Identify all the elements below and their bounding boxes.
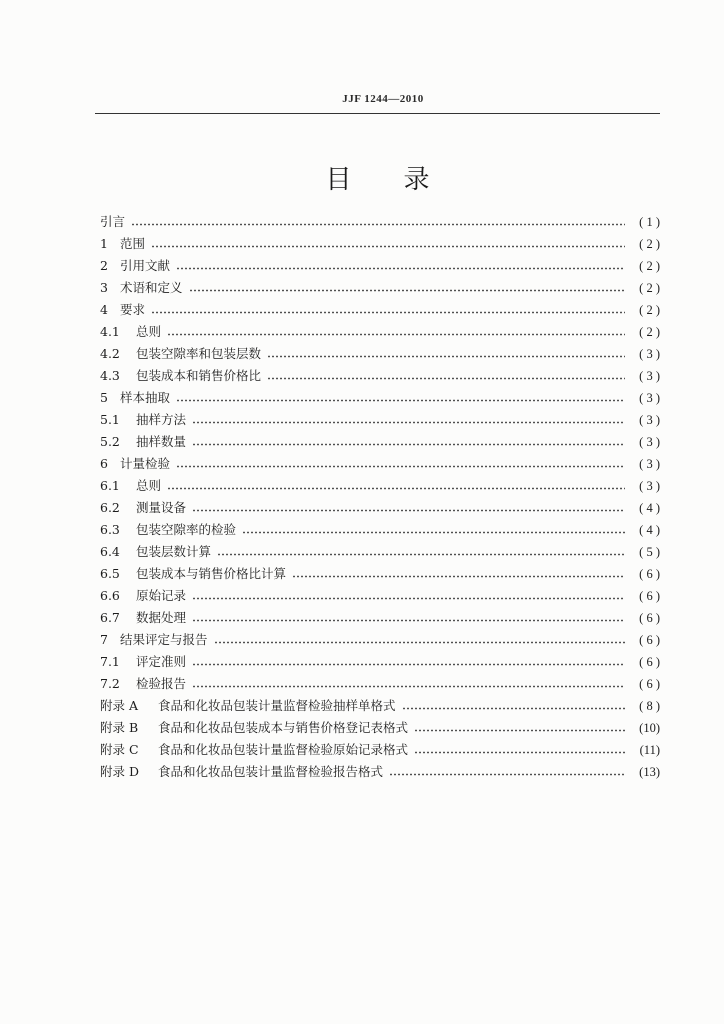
toc-entry-page: ( 5 )	[639, 545, 660, 559]
toc-entry-page: ( 2 )	[639, 237, 660, 251]
toc-entry	[100, 362, 660, 384]
toc-leader	[217, 553, 625, 556]
toc-leader	[192, 597, 625, 600]
toc-entry	[100, 736, 660, 758]
toc-leader	[242, 531, 625, 534]
toc-entry-page: ( 4 )	[639, 523, 660, 537]
toc-entry	[100, 340, 660, 362]
toc-entry-title: 检验报告	[136, 676, 187, 691]
toc-entry-page: ( 2 )	[639, 303, 660, 317]
toc-entry-title: 引言	[100, 214, 126, 229]
toc-entry	[100, 758, 660, 780]
toc-entry	[100, 318, 660, 340]
page-title: 目 录	[325, 165, 430, 195]
toc-entry-number: 5.2	[100, 434, 120, 449]
toc-entry-number: 3	[100, 280, 108, 295]
toc-entry-number: 7.2	[100, 676, 120, 691]
toc-entry-title: 食品和化妆品包装计量监督检验报告格式	[158, 764, 384, 779]
toc-entry-title: 原始记录	[136, 588, 187, 603]
toc-leader	[267, 377, 625, 380]
toc-entry	[100, 516, 660, 538]
toc-entry-title: 抽样方法	[136, 412, 187, 427]
toc-entry-page: ( 6 )	[639, 589, 660, 603]
toc-entry-title: 食品和化妆品包装成本与销售价格登记表格式	[158, 720, 409, 735]
toc-entry	[100, 296, 660, 318]
toc-entry	[100, 274, 660, 296]
toc-entry-number: 1	[100, 236, 108, 251]
toc-entry-title: 包装成本与销售价格比计算	[136, 566, 287, 581]
toc-entry-page: ( 3 )	[639, 391, 660, 405]
toc-entry	[100, 208, 660, 230]
toc-entry-number: 4.1	[100, 324, 120, 339]
toc-entry-title: 抽样数量	[136, 434, 187, 449]
toc-entry-page: ( 6 )	[639, 633, 660, 647]
toc-leader	[167, 333, 625, 336]
toc-leader	[192, 443, 625, 446]
toc-entry-number: 5.1	[100, 412, 120, 427]
toc-entry-page: (11)	[639, 743, 660, 757]
toc-leader	[292, 575, 625, 578]
toc-entry	[100, 472, 660, 494]
toc-entry-title: 术语和定义	[120, 280, 183, 295]
toc-entry-page: ( 6 )	[639, 611, 660, 625]
toc-entry-number: 附录 B	[100, 720, 139, 735]
toc-leader	[267, 355, 625, 358]
toc-entry-page: ( 3 )	[639, 435, 660, 449]
toc-entry	[100, 714, 660, 736]
toc-entry-page: (13)	[639, 765, 660, 779]
toc-entry-title: 食品和化妆品包装计量监督检验抽样单格式	[158, 698, 396, 713]
toc-leader	[214, 641, 625, 644]
toc-entry	[100, 670, 660, 692]
toc-entry-title: 包装层数计算	[136, 544, 212, 559]
toc-entry-number: 2	[100, 258, 108, 273]
toc-entry-number: 6.7	[100, 610, 120, 625]
toc-entry-title: 数据处理	[136, 610, 187, 625]
toc-entry-number: 7.1	[100, 654, 120, 669]
toc-entry-title: 总则	[136, 324, 162, 339]
toc-entry-number: 7	[100, 632, 108, 647]
header-rule	[95, 113, 660, 114]
toc-entry	[100, 406, 660, 428]
toc-entry	[100, 428, 660, 450]
toc-entry-page: ( 2 )	[639, 281, 660, 295]
toc-leader	[192, 685, 625, 688]
toc-entry	[100, 384, 660, 406]
toc-entry-page: ( 6 )	[639, 567, 660, 581]
toc-leader	[192, 509, 625, 512]
toc-leader	[167, 487, 625, 490]
toc-entry-number: 附录 A	[100, 698, 139, 713]
toc-entry	[100, 626, 660, 648]
toc-leader	[414, 751, 625, 754]
toc-entry-number: 5	[100, 390, 108, 405]
toc-entry-title: 样本抽取	[120, 390, 171, 405]
toc-entry-title: 范围	[120, 236, 146, 251]
toc-entry-number: 附录 C	[100, 742, 139, 757]
toc-entry-page: ( 3 )	[639, 369, 660, 383]
toc-entry	[100, 538, 660, 560]
toc-entry-title: 引用文献	[120, 258, 171, 273]
toc-entry	[100, 252, 660, 274]
toc-entry-title: 总则	[136, 478, 162, 493]
toc-entry-number: 附录 D	[100, 764, 139, 779]
document-code: JJF 1244—2010	[342, 93, 424, 105]
toc-leader	[131, 223, 625, 226]
toc-entry-title: 食品和化妆品包装计量监督检验原始记录格式	[158, 742, 409, 757]
toc-entry-title: 包装空隙率和包装层数	[136, 346, 262, 361]
toc-leader	[176, 399, 625, 402]
toc-entry-page: ( 3 )	[639, 479, 660, 493]
toc-leader	[389, 773, 625, 776]
toc-entry-title: 包装空隙率的检验	[136, 522, 237, 537]
toc-entry-title: 评定准则	[136, 654, 187, 669]
toc-entry-number: 6	[100, 456, 108, 471]
toc-entry-page: (10)	[639, 721, 660, 735]
toc-leader	[176, 267, 625, 270]
toc-leader	[151, 311, 625, 314]
toc-entry-page: ( 2 )	[639, 325, 660, 339]
toc-entry	[100, 494, 660, 516]
toc-entry-title: 结果评定与报告	[120, 632, 208, 647]
toc-leader	[192, 421, 625, 424]
toc-entry-page: ( 3 )	[639, 413, 660, 427]
toc-entry	[100, 604, 660, 626]
toc-entry-number: 4	[100, 302, 108, 317]
toc-leader	[176, 465, 625, 468]
toc-entry-page: ( 1 )	[639, 215, 660, 229]
toc-entry-number: 6.5	[100, 566, 120, 581]
toc-leader	[151, 245, 625, 248]
toc-entry	[100, 692, 660, 714]
toc-entry-number: 4.2	[100, 346, 120, 361]
toc-entry-number: 6.4	[100, 544, 120, 559]
toc-leader	[402, 707, 625, 710]
toc-entry-title: 计量检验	[120, 456, 171, 471]
toc-entry-page: ( 6 )	[639, 677, 660, 691]
toc-entry	[100, 582, 660, 604]
toc-entry-title: 包装成本和销售价格比	[136, 368, 262, 383]
toc-entry-number: 6.2	[100, 500, 120, 515]
toc-entry	[100, 648, 660, 670]
table-of-contents	[100, 208, 660, 780]
toc-entry-number: 4.3	[100, 368, 120, 383]
toc-entry	[100, 450, 660, 472]
toc-entry	[100, 230, 660, 252]
toc-entry-number: 6.6	[100, 588, 120, 603]
toc-leader	[192, 619, 625, 622]
toc-entry-title: 测量设备	[136, 500, 187, 515]
toc-entry-page: ( 4 )	[639, 501, 660, 515]
toc-entry	[100, 560, 660, 582]
toc-entry-page: ( 2 )	[639, 259, 660, 273]
toc-entry-page: ( 3 )	[639, 347, 660, 361]
toc-entry-number: 6.3	[100, 522, 120, 537]
toc-entry-page: ( 6 )	[639, 655, 660, 669]
toc-leader	[192, 663, 625, 666]
toc-entry-page: ( 8 )	[639, 699, 660, 713]
toc-entry-page: ( 3 )	[639, 457, 660, 471]
toc-entry-title: 要求	[120, 302, 146, 317]
toc-leader	[414, 729, 625, 732]
toc-entry-number: 6.1	[100, 478, 120, 493]
toc-leader	[189, 289, 625, 292]
